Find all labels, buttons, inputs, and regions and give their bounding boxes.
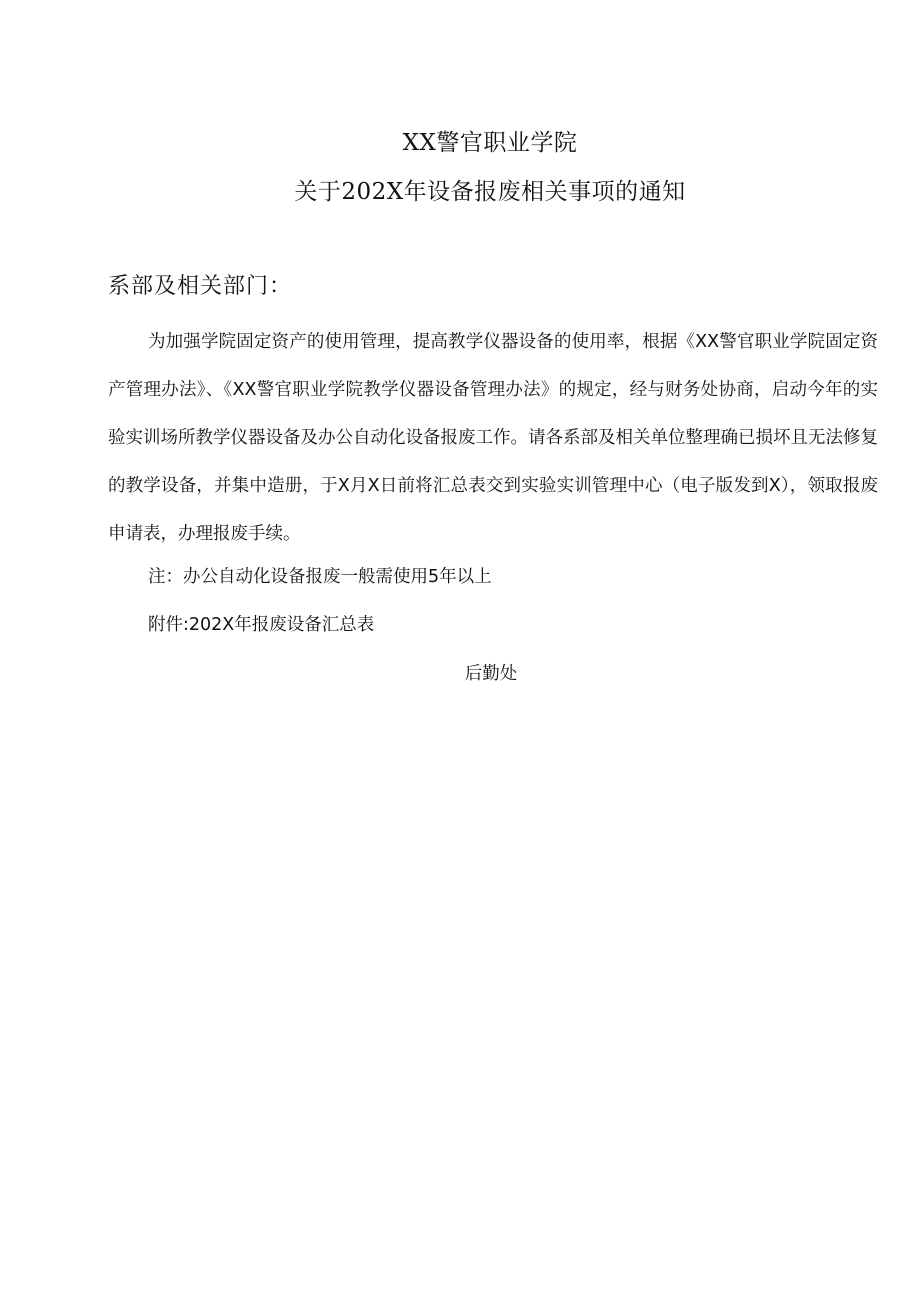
attachment-line: 附件:202X年报废设备汇总表 (148, 615, 375, 635)
salutation: 系部及相关部门： (108, 274, 293, 299)
institution-title: XX警官职业学院 (402, 130, 578, 156)
note-line: 注：办公自动化设备报废一般需使用5年以上 (148, 567, 492, 587)
body-paragraph: 为加强学院固定资产的使用管理，提高教学仪器设备的使用率，根据《XX警官职业学院固定资产管理办法》、《XX警官职业学院教学仪器设备管理办法》的规定，经与财务处协商，启动今年的实验实训场所教学仪器设备及办公自动化设备报废工作。请各系部及相关单位整理确已损坏且无法修复的教学设备，并集中造册，于X月X日前将汇总表交到实验实训管理中心（电子版发到X），领取报废申请表，办理报废手续。 (108, 332, 878, 544)
notice-title: 关于202X年设备报废相关事项的通知 (294, 179, 686, 205)
signature: 后勤处 (464, 664, 518, 684)
